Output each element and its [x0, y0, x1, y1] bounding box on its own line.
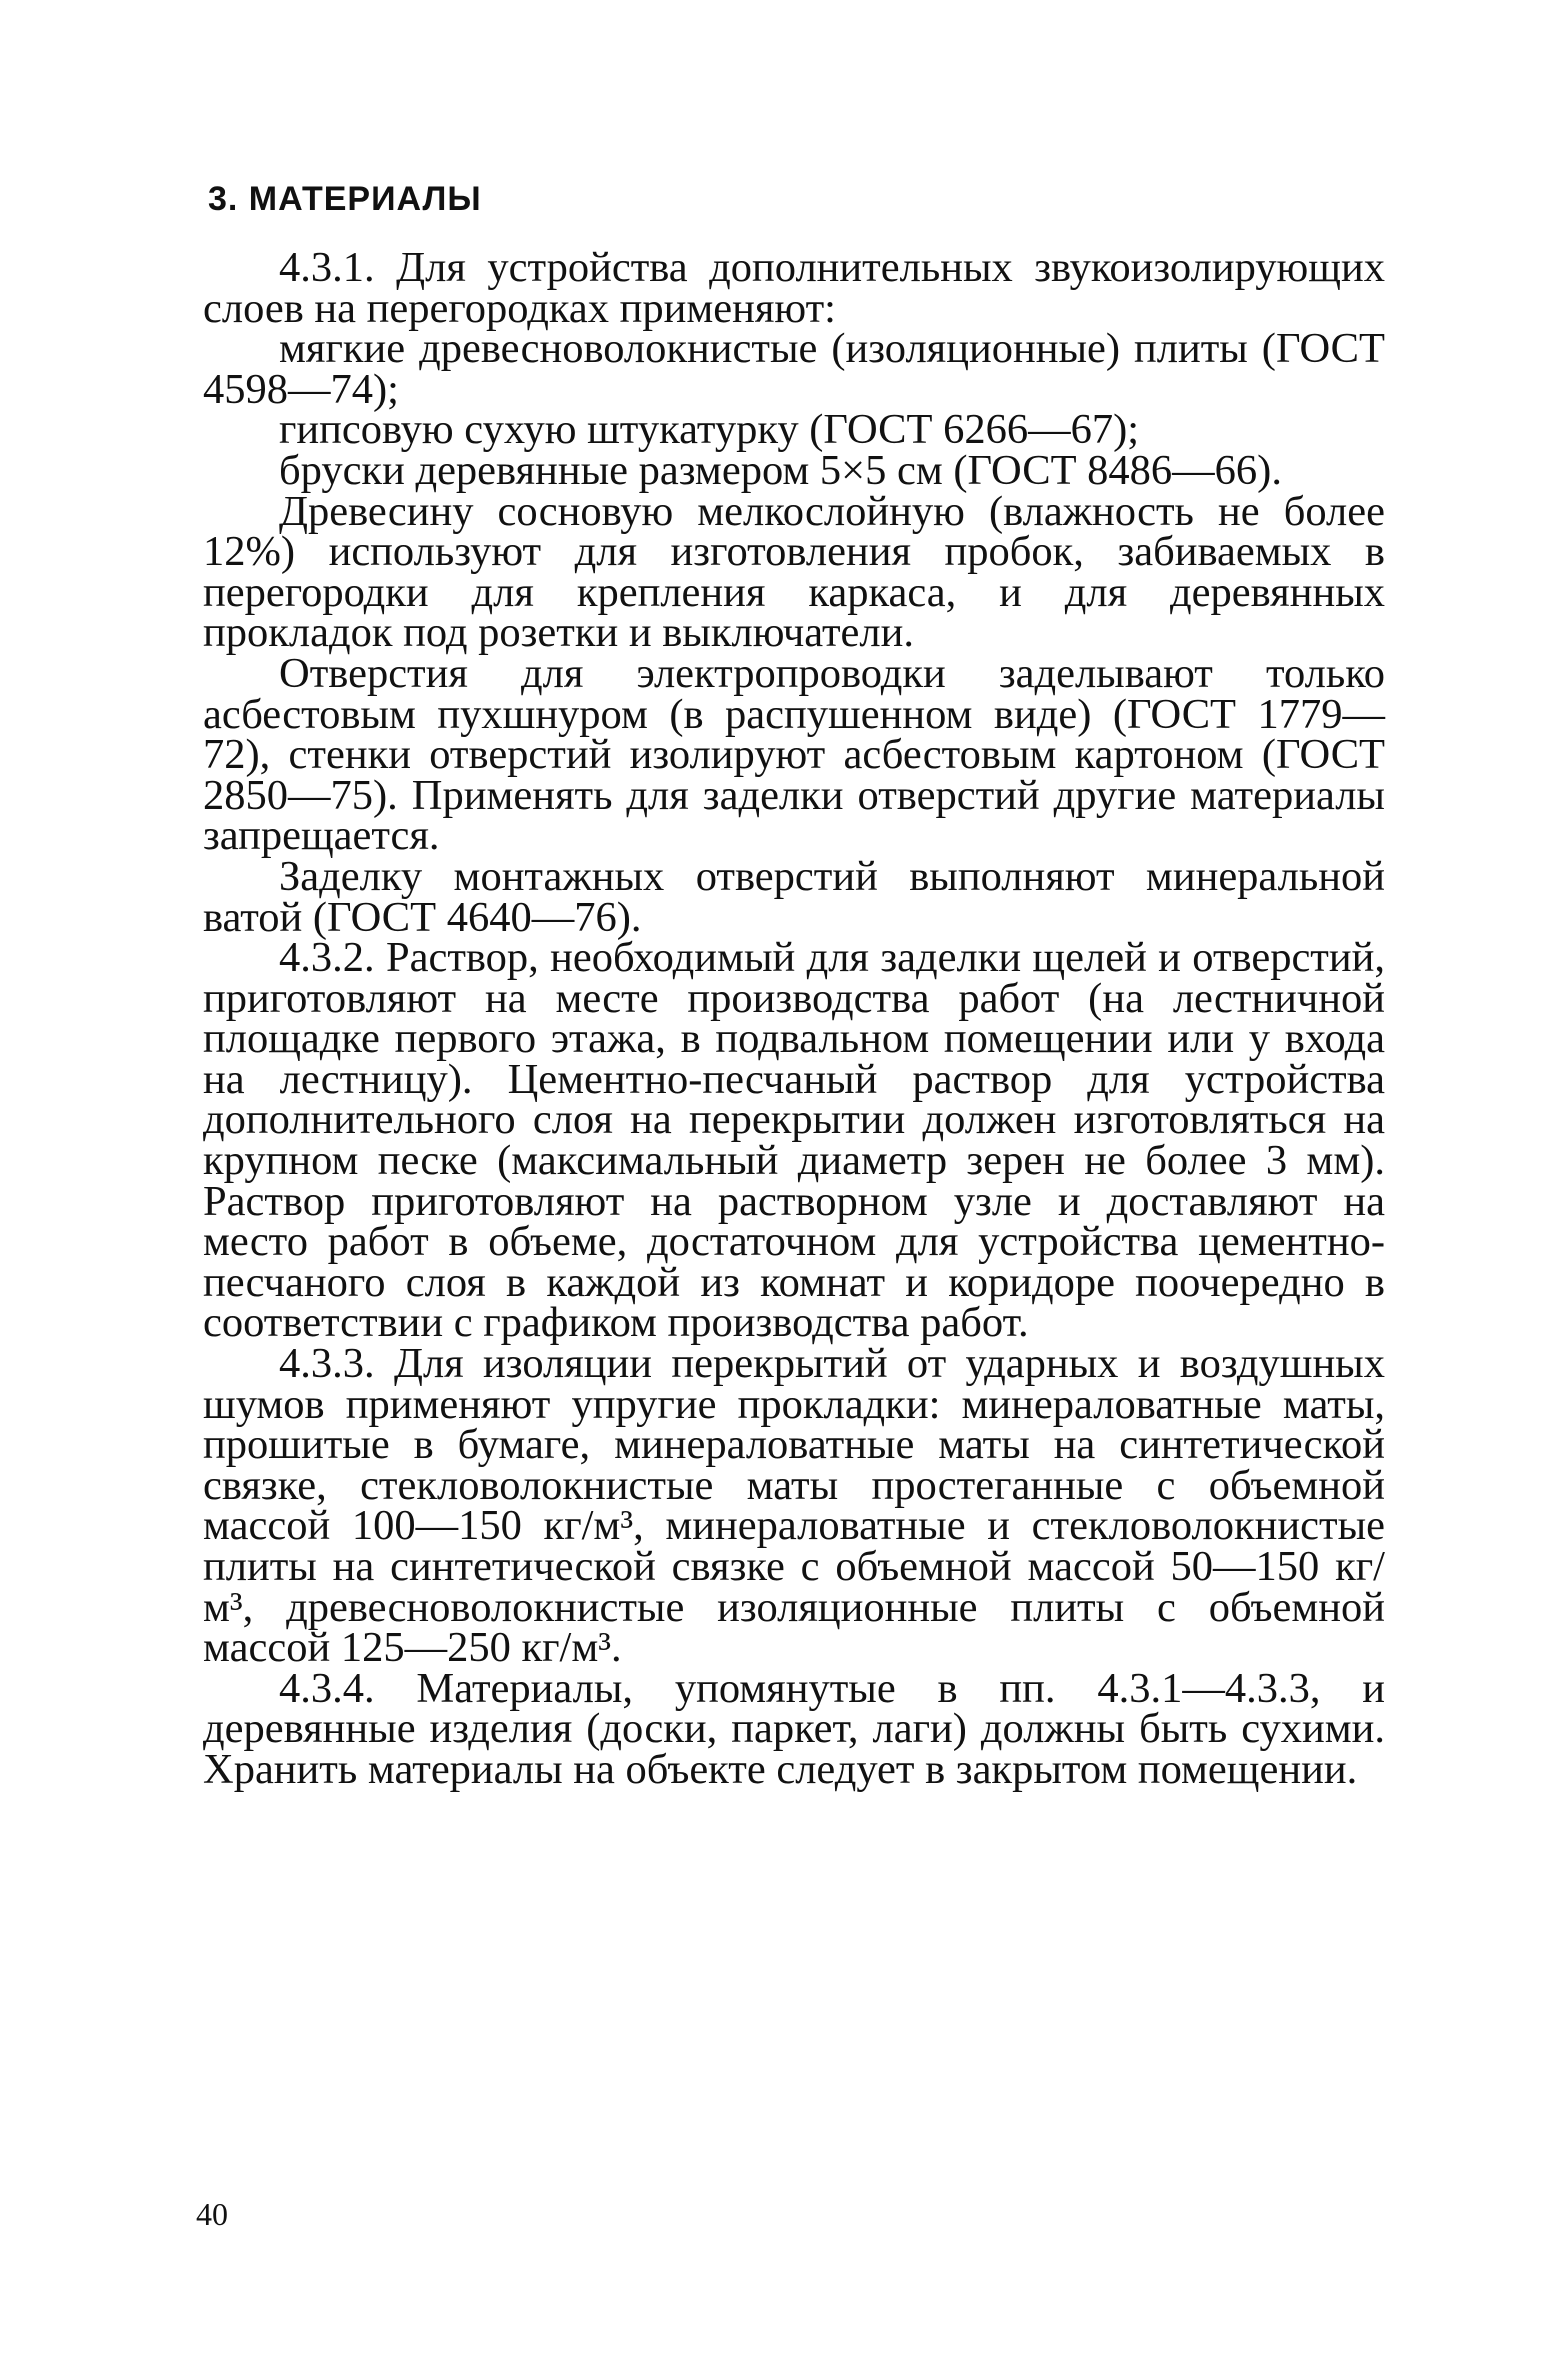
body-text — [203, 244, 1385, 1793]
list-item-fiberboard: мягкие древесноволокнистые (изоляционные) плиты (ГОСТ 4598—74); — [203, 325, 1385, 413]
list-item-wooden-bars: бруски деревянные размером 5×5 см (ГОСТ 8486—66). — [279, 446, 1282, 494]
section-heading: 3. МАТЕРИАЛЫ — [208, 180, 482, 218]
paragraph-wiring-holes: Отверстия для электропроводки заделывают только асбестовым пухшнуром (в распушенном виде) (ГОСТ 1779—72), стенки отверстий изолируют асбестовым картоном (ГОСТ 2850—75). Применять для заделки отверстий другие материалы запрещается. — [203, 649, 1385, 860]
paragraph-4-3-1: 4.3.1. Для устройства дополнительных звукоизолирующих слоев на перегородках применяют: — [203, 244, 1385, 332]
paragraph-mounting-holes: Заделку монтажных отверстий выполняют минеральной ватой (ГОСТ 4640—76). — [203, 852, 1385, 941]
paragraph-4-3-2: 4.3.2. Раствор, необходимый для заделки щелей и отверстий, приготовляют на месте производства работ (на лестничной площадке первого этажа, в подвальном помещении или у входа на лестницу). Цементно-песчаный раствор для устройства дополнительного слоя на перекрытии должен изготовляться на крупном песке (максимальный диаметр зерен не более 3 мм). Раствор приготовляют на растворном узле и доставляют на место работ в объеме, достаточном для устройства цементно-песчаного слоя в каждой из комнат и коридоре поочередно в соответствии с графиком производства работ. — [203, 934, 1385, 1347]
paragraph-4-3-3: 4.3.3. Для изоляции перекрытий от ударных и воздушных шумов применяют упругие прокладки: минераловатные маты, прошитые в бумаге, минераловатные маты на синтетической связке, стекловолокнистые маты простеганные с объемной массой 100—150 кг/м³, минераловатные и стекловолокнистые плиты на синтетической связке с объемной массой 50—150 кг/м³, древесноволокнистые изоляционные плиты с объемной массой 125—250 кг/м³. — [203, 1340, 1385, 1672]
paragraph-4-3-4: 4.3.4. Материалы, упомянутые в пп. 4.3.1—4.3.3, и деревянные изделия (доски, паркет, лаги) должны быть сухими. Хранить материалы на объекте следует в закрытом помещении. — [203, 1664, 1385, 1793]
paragraph-pine-wood: Древесину сосновую мелкослойную (влажность не более 12%) используют для изготовления пробок, забиваемых в перегородки для крепления каркаса, и для деревянных прокладок под розетки и выключатели. — [203, 487, 1385, 657]
list-item-gypsum: гипсовую сухую штукатурку (ГОСТ 6266—67); — [279, 406, 1140, 454]
page-number: 40 — [196, 2196, 228, 2232]
